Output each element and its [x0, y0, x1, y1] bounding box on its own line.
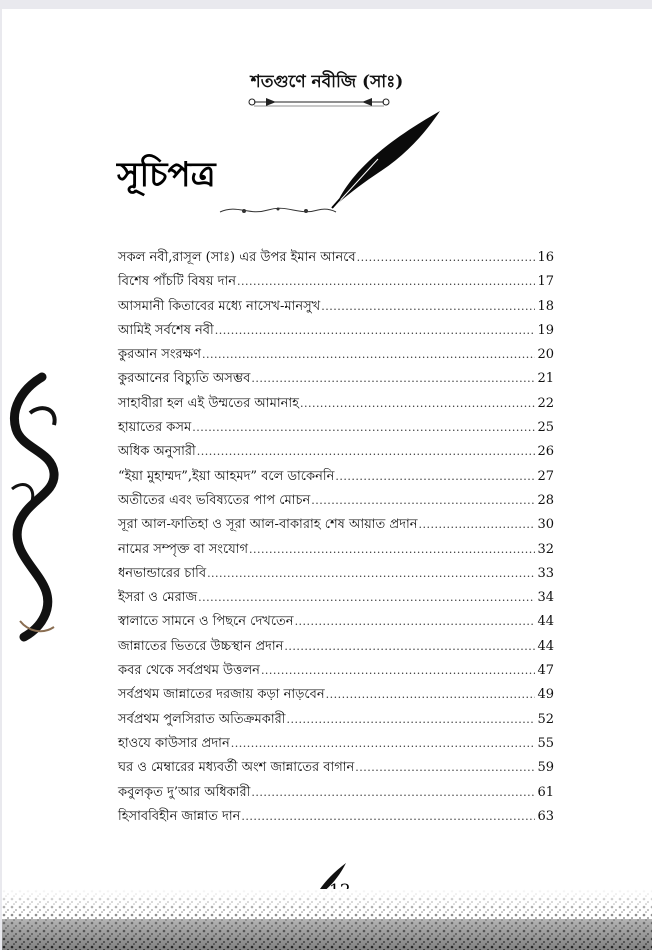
- leader-dots: [326, 688, 535, 701]
- toc-entry-title: ইসরা ও মেরাজ: [118, 590, 198, 606]
- toc-list: [118, 248, 554, 831]
- toc-entry-page: 33: [537, 565, 554, 581]
- leader-dots: [197, 445, 535, 458]
- leader-dots: [207, 567, 535, 580]
- toc-entry[interactable]: [118, 783, 554, 807]
- toc-entry-title: হিসাববিহীন জান্নাত দান: [118, 808, 241, 824]
- toc-entry[interactable]: [118, 758, 554, 782]
- toc-entry-title: নামের সম্পৃক্ত বা সংযোগ: [118, 541, 248, 557]
- toc-entry[interactable]: [118, 710, 554, 734]
- toc-entry-title: স্বালাতে সামনে ও পিছনে দেখতেন: [118, 614, 294, 630]
- leader-dots: [335, 470, 535, 483]
- toc-entry[interactable]: [118, 807, 554, 831]
- toc-entry-page: 47: [537, 663, 554, 679]
- leader-dots: [300, 397, 535, 410]
- leader-dots: [249, 543, 535, 556]
- toc-entry-title: কবর থেকে সর্বপ্রথম উত্তলন: [118, 663, 260, 679]
- toc-entry[interactable]: [118, 491, 554, 515]
- toc-entry-page: 18: [537, 298, 554, 314]
- leader-dots: [311, 494, 535, 507]
- leader-dots: [198, 591, 535, 604]
- header-ornament-icon: [246, 95, 392, 109]
- toc-entry[interactable]: [118, 442, 554, 466]
- leader-dots: [202, 348, 535, 361]
- toc-entry-title: কবুলকৃত দু’আর অধিকারী: [118, 784, 251, 800]
- leader-dots: [192, 421, 535, 434]
- toc-entry[interactable]: [118, 297, 554, 321]
- leader-dots: [241, 810, 535, 823]
- toc-entry-page: 26: [537, 444, 554, 460]
- toc-entry-title: সাহাবীরা হল এই উম্মতের আমানাহ: [118, 395, 299, 411]
- leader-dots: [284, 640, 535, 653]
- toc-entry[interactable]: [118, 369, 554, 393]
- leader-dots: [419, 518, 535, 531]
- toc-entry-title: সকল নবী,রাসূল (সাঃ) এর উপর ইমান আনবে: [118, 250, 356, 265]
- toc-entry-page: 19: [537, 322, 554, 338]
- toc-entry[interactable]: [118, 345, 554, 369]
- toc-entry[interactable]: [118, 637, 554, 661]
- toc-entry-title: সূরা আল-ফাতিহা ও সূরা আল-বাকারাহ শেষ আয়াত প্রদান: [118, 517, 418, 533]
- leader-dots: [251, 372, 535, 385]
- toc-entry-title: বিশেষ পাঁচটি বিষয় দান: [118, 274, 236, 290]
- toc-entry-page: 52: [537, 711, 554, 727]
- book-title: শতগুণে নবীজি (সাঃ): [250, 72, 404, 92]
- flourish-ornament-icon: [218, 202, 338, 218]
- toc-entry[interactable]: [118, 321, 554, 345]
- leader-dots: [231, 737, 535, 750]
- quill-pen-icon: [318, 109, 448, 209]
- toc-entry[interactable]: [118, 418, 554, 442]
- leader-dots: [286, 713, 535, 726]
- toc-entry-title: হায়াতের কসম: [118, 420, 192, 436]
- toc-entry-page: 59: [537, 760, 554, 776]
- leader-dots: [355, 761, 535, 774]
- toc-entry-page: 32: [537, 541, 554, 557]
- toc-entry-page: 63: [537, 808, 554, 824]
- toc-entry-page: 27: [537, 468, 554, 484]
- toc-entry-page: 34: [537, 590, 554, 606]
- toc-entry[interactable]: [118, 540, 554, 564]
- toc-entry-page: 61: [537, 784, 554, 800]
- toc-entry[interactable]: [118, 248, 554, 272]
- document-page: [2, 9, 652, 950]
- toc-entry[interactable]: [118, 588, 554, 612]
- grunge-border-decoration: [2, 889, 652, 950]
- toc-entry-title: “ইয়া মুহাম্মদ”,ইয়া আহমদ” বলে ডাকেননি: [118, 468, 335, 484]
- toc-entry[interactable]: [118, 564, 554, 588]
- toc-entry-page: 55: [537, 735, 554, 751]
- toc-entry-title: আমিই সর্বশেষ নবী: [118, 322, 214, 338]
- toc-entry-page: 20: [537, 347, 554, 363]
- toc-entry-title: ধনভান্ডারের চাবি: [118, 565, 207, 581]
- toc-entry-page: 44: [537, 614, 554, 630]
- toc-entry[interactable]: [118, 685, 554, 709]
- toc-entry-title: কুরআনের বিচ্যুতি অসম্ভব: [118, 371, 251, 387]
- arabic-calligraphy-icon: [2, 369, 72, 659]
- toc-entry-title: সর্বপ্রথম পুলসিরাত অতিক্রমকারী: [118, 711, 286, 727]
- leader-dots: [357, 251, 535, 264]
- leader-dots: [251, 786, 535, 799]
- leader-dots: [215, 324, 535, 337]
- toc-entry-page: 21: [537, 371, 554, 387]
- toc-entry[interactable]: [118, 661, 554, 685]
- toc-entry-page: 17: [537, 274, 554, 290]
- leader-dots: [261, 664, 535, 677]
- toc-entry-title: হাওযে কাউসার প্রদান: [118, 735, 230, 751]
- toc-entry[interactable]: [118, 272, 554, 296]
- toc-entry-page: 22: [537, 395, 554, 411]
- toc-entry[interactable]: [118, 515, 554, 539]
- toc-entry-page: 49: [537, 687, 554, 703]
- leader-dots: [321, 300, 535, 313]
- toc-entry-page: 30: [537, 517, 554, 533]
- toc-entry-title: জান্নাতের ভিতরে উচ্চস্থান প্রদান: [118, 638, 284, 654]
- toc-heading: সূচিপত্র: [117, 155, 216, 195]
- toc-entry-title: সর্বপ্রথম জান্নাতের দরজায় কড়া নাড়বেন: [118, 687, 325, 703]
- toc-entry-title: আসমানী কিতাবের মধ্যে নাসেখ-মানসুখ: [118, 298, 321, 314]
- toc-entry[interactable]: [118, 394, 554, 418]
- toc-entry-page: 28: [537, 492, 554, 508]
- toc-entry-page: 25: [537, 420, 554, 436]
- toc-entry-title: অধিক অনুসারী: [118, 444, 196, 460]
- leader-dots: [237, 275, 535, 288]
- toc-entry-title: ঘর ও মেম্বারের মধ্যবর্তী অংশ জান্নাতের বাগান: [118, 760, 355, 776]
- toc-entry-title: কুরআন সংরক্ষণ: [118, 347, 202, 363]
- toc-entry-title: অতীতের এবং ভবিষ্যতের পাপ মোচন: [118, 492, 311, 508]
- toc-entry[interactable]: [118, 734, 554, 758]
- toc-entry[interactable]: [118, 612, 554, 636]
- toc-entry[interactable]: [118, 467, 554, 491]
- toc-entry-page: 44: [537, 638, 554, 654]
- leader-dots: [295, 615, 535, 628]
- toc-entry-page: 16: [537, 250, 554, 265]
